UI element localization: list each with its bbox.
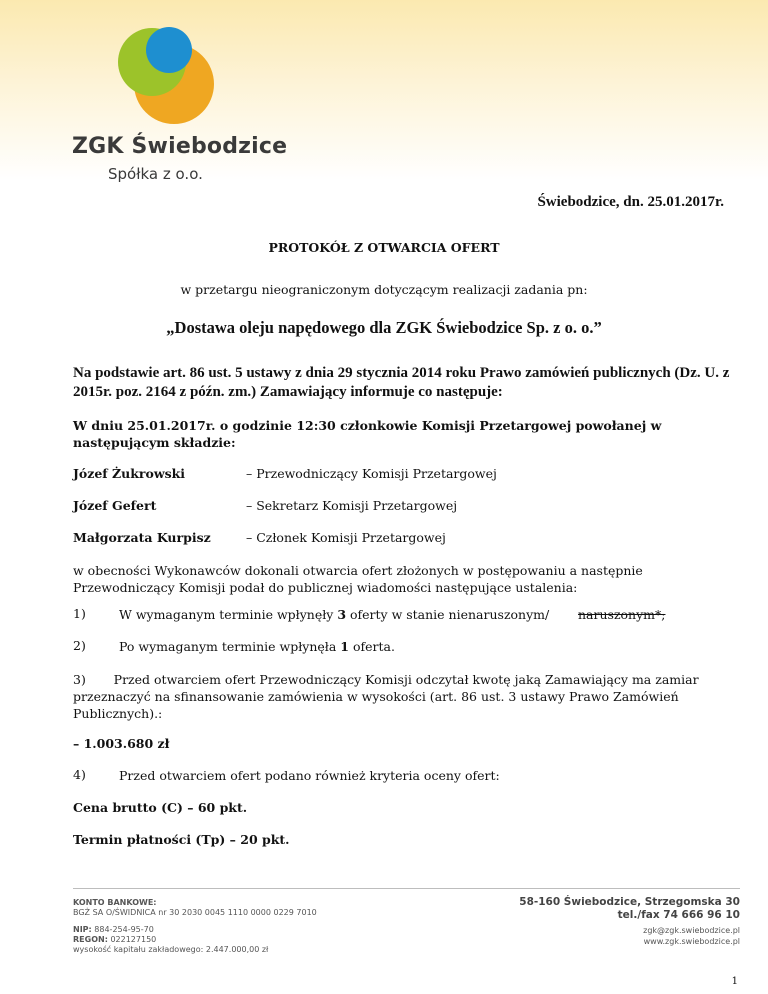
place-date: Świebodzice, dn. 25.01.2017r. bbox=[537, 194, 724, 210]
address: 58-160 Świebodzice, Strzegomska 30 bbox=[519, 896, 740, 908]
point-2-number: 2) bbox=[73, 638, 86, 653]
company-subtitle: Spółka z o.o. bbox=[108, 165, 203, 183]
tender-name: „Dostawa oleju napędowego dla ZGK Świebodzice Sp. z o. o.” bbox=[166, 318, 602, 337]
document-subtitle: w przetargu nieograniczonym dotyczącym realizacji zadania pn: bbox=[180, 282, 588, 297]
email-link[interactable]: zgk@zgk.swiebodzice.pl bbox=[643, 926, 740, 935]
nip-line: NIP: 884-254-95-70 bbox=[73, 925, 154, 934]
company-logo bbox=[112, 24, 222, 124]
legal-basis: Na podstawie art. 86 ust. 5 ustawy z dnia 29 stycznia 2014 roku Prawo zamówień publicznych (Dz. U. z 2015r. poz. 2164 z późn. zm.) Zamawiający informuje co następuje: bbox=[73, 365, 730, 400]
company-name: ZGK Świebodzice bbox=[72, 134, 288, 159]
footer-contact bbox=[643, 925, 740, 947]
committee-member-role: – Sekretarz Komisji Przetargowej bbox=[246, 498, 458, 513]
point-4-text: Przed otwarciem ofert podano również kryteria oceny ofert: bbox=[119, 768, 500, 783]
website-link[interactable]: www.zgk.swiebodzice.pl bbox=[643, 937, 740, 946]
point-2-text: Po wymaganym terminie wpłynęła 1 oferta. bbox=[119, 639, 395, 654]
point-4-number: 4) bbox=[73, 767, 86, 782]
criterion-payment-term: Termin płatności (Tp) – 20 pkt. bbox=[73, 832, 290, 847]
regon-line: REGON: 022127150 bbox=[73, 935, 157, 944]
point-1-text: W wymaganym terminie wpłynęły 3 oferty w stanie nienaruszonym/ bbox=[119, 607, 550, 622]
share-capital: wysokość kapitału zakładowego: 2.447.000,00 zł bbox=[73, 945, 269, 954]
point-1-number: 1) bbox=[73, 606, 86, 621]
committee-member-name: Józef Żukrowski bbox=[73, 466, 186, 481]
committee-member-name: Małgorzata Kurpisz bbox=[73, 530, 211, 545]
committee-member-name: Józef Gefert bbox=[73, 498, 157, 513]
phone: tel./fax 74 666 96 10 bbox=[617, 909, 740, 921]
page-number: 1 bbox=[731, 976, 738, 987]
budget-amount: – 1.003.680 zł bbox=[73, 736, 170, 751]
document-title: PROTOKÓŁ Z OTWARCIA OFERT bbox=[268, 240, 500, 255]
point-1-struck-text: naruszonym*; bbox=[578, 607, 666, 622]
presence-paragraph: w obecności Wykonawców dokonali otwarcia ofert złożonych w postępowaniu a następnie Przewodniczący Komisji podał do publicznej wiadomości następujące ustalenia: bbox=[73, 563, 643, 595]
footer-registry-info bbox=[73, 925, 268, 955]
criterion-price: Cena brutto (C) – 60 pkt. bbox=[73, 800, 248, 815]
committee-member-role: – Członek Komisji Przetargowej bbox=[246, 530, 446, 545]
bank-label: KONTO BANKOWE: bbox=[73, 898, 157, 907]
footer-divider bbox=[73, 888, 740, 889]
intro-paragraph: W dniu 25.01.2017r. o godzinie 12:30 członkowie Komisji Przetargowej powołanej w następującym składzie: bbox=[73, 418, 662, 450]
footer-bank-info bbox=[73, 898, 317, 918]
footer-address bbox=[519, 896, 740, 922]
committee-member-role: – Przewodniczący Komisji Przetargowej bbox=[246, 466, 497, 481]
point-3-paragraph: 3) Przed otwarciem ofert Przewodniczący Komisji odczytał kwotę jaką Zamawiający ma zamiar przeznaczyć na sfinansowanie zamówienia w wysokości (art. 86 ust. 3 ustawy Prawo Zamówień Publicznych).: bbox=[73, 672, 699, 721]
bank-account: BGŻ SA O/ŚWIDNICA nr 30 2030 0045 1110 0000 0229 7010 bbox=[73, 908, 317, 917]
